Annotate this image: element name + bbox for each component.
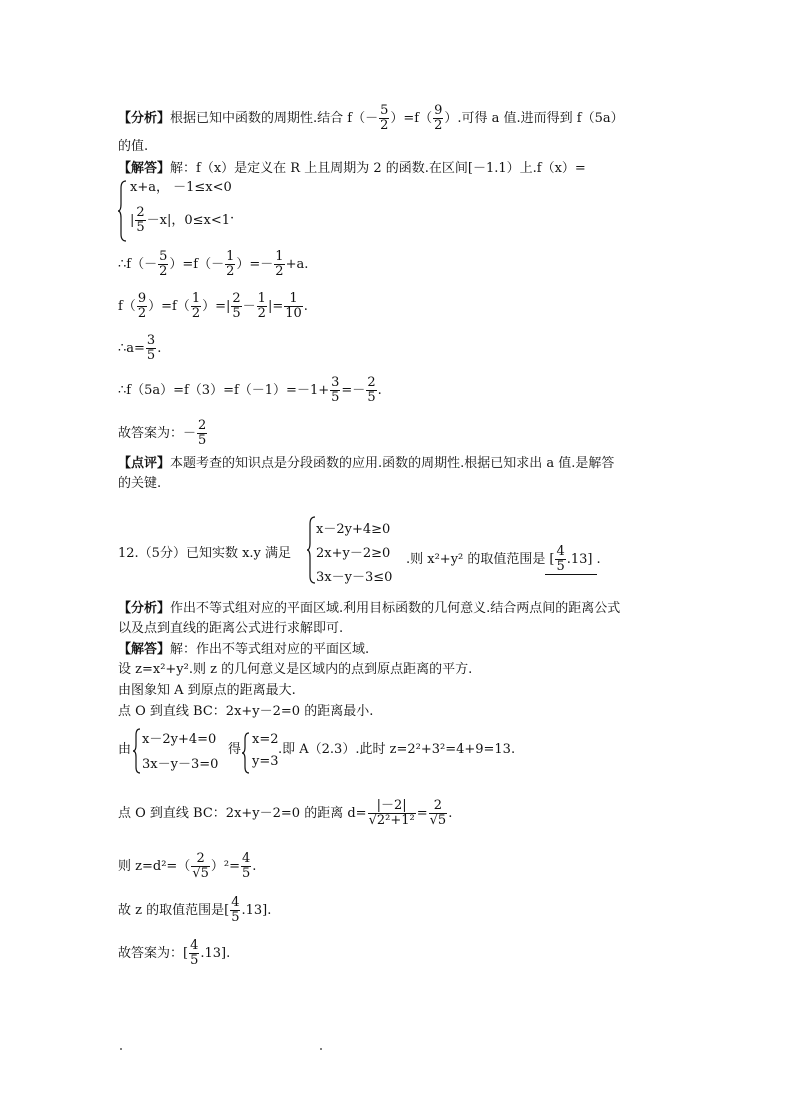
fraction: $\frac{9}{2}$ [137,291,147,321]
solution-x: x=2 [252,732,279,747]
step-1: ∴f（－ $\frac{5}{2}$ ）=f（－ $\frac{1}{2}$ ）=－ $\frac{1}{2}$ +a. [118,249,309,279]
constraint-system [307,516,417,586]
solve-result: .即 A（2.3）.此时 z=2²+3²=4+9=13. [278,742,516,757]
footer-dot [320,1048,322,1050]
fraction: $\frac{9}{2}$ [434,103,443,133]
comment1-tag: 【点评】 [118,456,171,471]
fraction: $\frac{4}{5}$ [231,895,240,925]
fraction: $\frac{1}{2}$ [257,291,266,321]
fraction: $\frac{1}{2}$ [275,249,284,279]
fraction: $\frac{4}{5}$ [556,544,565,574]
fraction: $\frac{4}{5}$ [190,938,199,968]
constraint-2: 2x+y－2≥0 [316,546,391,561]
comment1-line1 [118,455,614,473]
distance-line: 点 O 到直线 BC：2x+y－2=0 的距离 d= $\frac{|-2|}{\text{√2²+1²}}$ = $\frac{2}{√5}$ . [118,798,453,828]
comment1-text: 本题考查的知识点是分段函数的应用.函数的周期性.根据已知求出 a 值.是解答 [170,456,615,471]
analysis2-text: 作出不等式组对应的平面区域.利用目标函数的几何意义.结合两点间的距离公式 [170,601,621,616]
answer2-line4: 点 O 到直线 BC：2x+y－2=0 的距离最小. [118,704,374,719]
question-12-prefix: 12.（5分）已知实数 x.y 满足 [118,546,292,561]
fraction: $\frac{5}{2}$ [380,103,389,133]
analysis1-line2: 的值. [118,139,149,154]
question-12-tail: .则 x²+y² 的取值范围是 [ $\frac{4}{5}$ .13] . [406,544,601,574]
solution-y: y=3 [252,754,279,769]
fraction: $\frac{4}{5}$ [241,851,251,881]
piecewise-function [118,178,318,244]
fraction: $\frac{1}{2}$ [226,249,235,279]
solve-mid: 得 [228,742,242,757]
final-answer-1: 故答案为：－ $\frac{2}{5}$ [118,418,207,448]
fraction: $\frac{1}{2}$ [191,291,201,321]
fraction: $\frac{2}{√5}$ [429,798,447,828]
analysis1-line1 [118,104,624,133]
case-1: x+a， －1≤x<0 [130,180,232,195]
analysis2-line2: 以及点到直线的距离公式进行求解即可. [118,621,344,636]
case-2: | $\frac{2}{5}$ －x|，0≤x<1. [130,205,235,235]
answer1-line1 [118,160,586,178]
answer2-tag: 【解答】 [118,642,171,657]
fraction: $\frac{2}{5}$ [136,205,145,235]
answer2-text: 解：作出不等式组对应的平面区域. [170,642,370,657]
left-brace-icon [242,732,251,774]
answer2-line1 [118,641,369,659]
analysis2-line1 [118,600,620,618]
fraction: $\frac{|-2|}{\text{√2²+1²}}$ [368,798,415,828]
equation-1: x－2y+4=0 [142,732,217,747]
answer-blank: [ $\frac{4}{5}$ .13] [545,545,596,575]
answer2-line3: 由图象知 A 到原点的距离最大. [118,683,296,698]
fraction: $\frac{2}{5}$ [232,291,241,321]
analysis1-text-b: ）=f（ [390,111,433,126]
step-4: ∴f（5a）=f（3）=f（－1）=－1+ $\frac{3}{5}$ =－ $\frac{2}{5}$ . [118,375,382,405]
fraction: $\frac{3}{5}$ [146,333,156,363]
analysis1-tag: 【分析】 [118,111,171,126]
z-line: 则 z=d²=（ $\frac{2}{√5}$ ）²= $\frac{4}{5}$ . [118,851,257,881]
fraction: $\frac{2}{5}$ [367,375,376,405]
fraction: $\frac{1}{10}$ [285,291,302,321]
step-2: f（ $\frac{9}{2}$ ）=f（ $\frac{1}{2}$ ）=| $\frac{2}{5}$ － $\frac{1}{2}$ |= $\frac{1}{10}$ . [118,291,308,321]
fraction: $\frac{3}{5}$ [331,375,340,405]
analysis2-tag: 【分析】 [118,601,171,616]
footer-dot [120,1048,122,1050]
analysis1-text-a: 根据已知中函数的周期性.结合 f（－ [170,111,379,126]
left-brace-icon [118,180,128,242]
left-brace-icon [133,728,142,774]
answer1-text: 解：f（x）是定义在 R 上且周期为 2 的函数.在区间[－1.1）上.f（x）= [170,161,586,176]
analysis1-text-c: ）.可得 a 值.进而得到 f（5a） [444,111,624,126]
equation-2: 3x－y－3=0 [142,757,219,772]
answer2-line2: 设 z=x²+y².则 z 的几何意义是区域内的点到原点距离的平方. [118,662,473,677]
final-answer-2: 故答案为：[ $\frac{4}{5}$ .13]. [118,938,231,968]
fraction: $\frac{2}{5}$ [198,418,207,448]
comment1-line2: 的关键. [118,476,162,491]
constraint-3: 3x－y－3≤0 [316,570,393,585]
fraction: $\frac{2}{√5}$ [192,851,209,881]
range-line: 故 z 的取值范围是[ $\frac{4}{5}$ .13]. [118,895,272,925]
solve-prefix: 由 [118,742,132,757]
constraint-1: x－2y+4≥0 [316,522,391,537]
step-3: ∴a= $\frac{3}{5}$ . [118,333,162,363]
answer1-tag: 【解答】 [118,161,171,176]
fraction: $\frac{5}{2}$ [159,249,168,279]
